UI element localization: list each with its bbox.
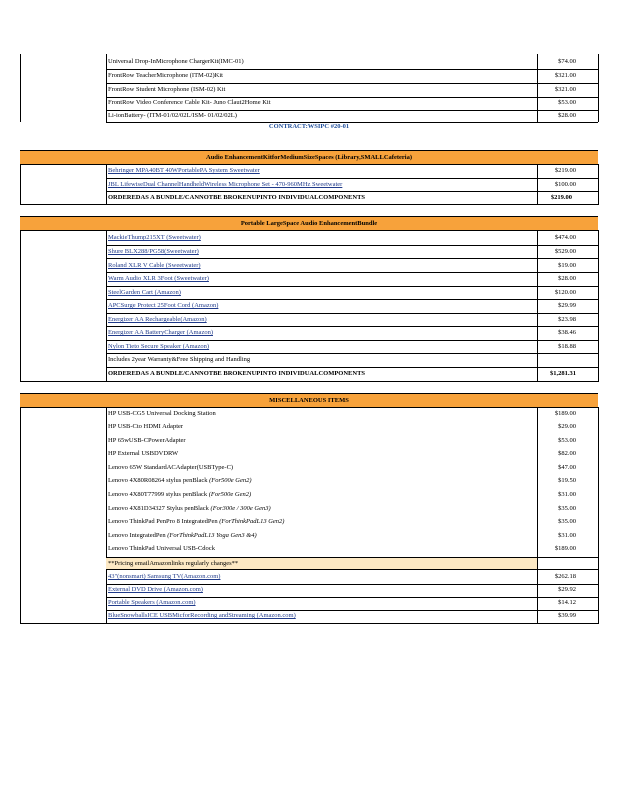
item-description: FrontRow Student Microphone (ISM-02) Kit [108, 86, 226, 93]
item-link[interactable]: Roland XLR V Cable (Sweetwater) [108, 262, 201, 269]
item-link[interactable]: MackieThump215XT (Sweetwater) [108, 234, 201, 241]
table-row [0, 354, 618, 366]
table-row [0, 435, 618, 447]
table-row [0, 327, 618, 339]
item-price: $82.00 [558, 450, 576, 457]
item-price: $35.00 [558, 505, 576, 512]
item-description: Lenovo ThinkPad Universal USB-Cdock [108, 545, 215, 552]
table-row [0, 273, 618, 285]
item-price: $321.00 [554, 86, 576, 93]
item-price: $53.00 [558, 437, 576, 444]
item-link[interactable]: Shure BLX288/PG58(Sweetwater) [108, 248, 199, 255]
table-row [0, 232, 618, 244]
table-row [0, 287, 618, 299]
item-link[interactable]: Behringer MPA40BT 40WPortablePA System Sweetwater [108, 167, 260, 174]
table-row [0, 56, 618, 68]
table-row [0, 246, 618, 258]
compatibility-note: (For300e / 300e Gen3) [210, 505, 271, 512]
item-price: $262.18 [554, 573, 576, 580]
item-link[interactable]: Energizer AA BatteryCharger (Amazon) [108, 329, 213, 336]
bundle-note: ORDEREDAS A BUNDLE/CANNOTBE BROKENUPINTO INDIVIDUALCOMPONENTS [108, 194, 366, 201]
bundle-footer-row [0, 192, 618, 204]
bundle-note: ORDEREDAS A BUNDLE/CANNOTBE BROKENUPINTO INDIVIDUALCOMPONENTS [108, 370, 366, 377]
item-link[interactable]: APCSurge Protect 25Foot Cord (Amazon) [108, 302, 219, 309]
item-description: Lenovo ThinkPad PenPro 8 IntegratedPen (ForThinkPadL13 Gen2) [108, 518, 285, 525]
table-row [0, 84, 618, 96]
table-row [0, 558, 618, 569]
item-description: Universal Drop-InMicrophone ChargerKit(IMC-01) [108, 58, 244, 65]
item-price: $19.00 [558, 262, 576, 269]
section-bottom-border [20, 381, 599, 382]
item-price: $189.00 [554, 410, 576, 417]
table-row [0, 341, 618, 353]
pricing-note: **Pricing emailAmazonlinks regularly changes** [108, 560, 239, 567]
item-price: $39.99 [558, 612, 576, 619]
item-price: $29.00 [558, 423, 576, 430]
item-description: Lenovo 4X81D34327 Stylus penBlack (For300e / 300e Gen3) [108, 505, 271, 512]
table-row [0, 70, 618, 82]
table-row [0, 421, 618, 433]
item-price: $219.00 [554, 167, 576, 174]
item-link[interactable]: JBL LifewiseDual ChannelHandheldWireless Microphone Set - 470-960MHz Sweetwater [108, 181, 343, 188]
item-price: $29.92 [558, 586, 576, 593]
row-divider [106, 258, 598, 259]
item-price: $28.00 [558, 112, 576, 119]
bundle-footer-row [0, 368, 618, 380]
item-link[interactable]: Portable Speakers (Amazon.com) [108, 599, 196, 606]
table-row [0, 179, 618, 191]
item-price: $120.00 [554, 289, 576, 296]
table-row [0, 110, 618, 122]
table-row [0, 597, 618, 609]
table-row [0, 584, 618, 596]
compatibility-note: (ForThinkPadL13 Gen2) [219, 518, 285, 525]
table-row [0, 530, 618, 542]
item-price: $29.99 [558, 302, 576, 309]
item-description: Lenovo 4X80R08264 stylus penBlack (For500e Gen2) [108, 477, 252, 484]
item-price: $35.00 [558, 518, 576, 525]
item-link[interactable]: Warm Audio XLR 3Foot (Sweetwater) [108, 275, 209, 282]
table-row [0, 516, 618, 528]
item-link[interactable]: 43"(nonsmart) Samsung TV(Amazon.com) [108, 573, 221, 580]
section-header-audio: Audio EnhancementKitforMediumSizeSpaces (Library,SMALLCafeteria) [20, 150, 598, 165]
section-bottom-border [20, 623, 599, 624]
item-description: Lenovo 4X80T77999 stylus penBlack (For500e Gen2) [108, 491, 252, 498]
item-price: $47.00 [558, 464, 576, 471]
table-row [0, 314, 618, 326]
item-price: $19.50 [558, 477, 576, 484]
table-row [0, 503, 618, 515]
table-row [0, 462, 618, 474]
item-description: FrontRow Video Conference Cable Kit- Juno Claut2Home Kit [108, 99, 271, 106]
section-header-misc: MISCELLANEOUS ITEMS [20, 393, 598, 408]
table-row [0, 97, 618, 109]
item-price: $14.12 [558, 599, 576, 606]
item-description: HP USB-Cto HDMI Adapter [108, 423, 184, 430]
item-link[interactable]: External DVD Drive (Amazon.com) [108, 586, 203, 593]
item-description: Includes 2year Warranty&Free Shipping and Handling [108, 356, 251, 363]
item-description: Lenovo 65W StandardACAdapter(USBType-C) [108, 464, 234, 471]
item-price: $189.00 [554, 545, 576, 552]
section-header-portable: Portable LargeSpace Audio EnhancementBundle [20, 216, 598, 231]
table-row [0, 260, 618, 272]
compatibility-note: (For500e Gen2) [208, 491, 252, 498]
item-price: $100.00 [554, 181, 576, 188]
bundle-total: $1,281.31 [550, 370, 576, 377]
item-price: $474.00 [554, 234, 576, 241]
table-row [0, 408, 618, 420]
item-description: Lenovo IntegratedPen (ForThinkPadL13 Yoga Gen3 &4) [108, 532, 257, 539]
table-row [0, 610, 618, 622]
item-price: $53.00 [558, 99, 576, 106]
table-row [0, 165, 618, 177]
item-price: $28.00 [558, 275, 576, 282]
item-description: HP External USBDVDRW [108, 450, 179, 457]
item-price: $74.00 [558, 58, 576, 65]
table-row [0, 571, 618, 583]
item-link[interactable]: SteelGarden Cart (Amazon) [108, 289, 181, 296]
item-link[interactable]: Nylon Tieto Secure Speaker (Amazon) [108, 343, 210, 350]
compatibility-note: (For500e Gen2) [209, 477, 252, 484]
item-price: $38.46 [558, 329, 576, 336]
item-description: HP USB-CG5 Universal Docking Station [108, 410, 216, 417]
item-price: $31.00 [558, 532, 576, 539]
row-divider [106, 569, 598, 570]
item-link[interactable]: BlueSnowballsICE USBMicforRecording andStreaming (Amazon.com) [108, 612, 296, 619]
item-price: $31.00 [558, 491, 576, 498]
item-description: HP 65wUSB-CPowerAdapter [108, 437, 186, 444]
contract-label: CONTRACT:WSIPC #20-01 [268, 123, 350, 130]
item-price: $529.00 [554, 248, 576, 255]
item-description: FrontRow TeacherMicrophone (ITM-02)Kit [108, 72, 223, 79]
table-row [0, 489, 618, 501]
item-price: $23.98 [558, 316, 576, 323]
item-link[interactable]: Energizer AA Rechargeable(Amazon) [108, 316, 207, 323]
compatibility-note: (ForThinkPadL13 Yoga Gen3 &4) [167, 532, 257, 539]
item-price: $321.00 [554, 72, 576, 79]
bundle-total: $219.00 [550, 194, 572, 201]
table-row [0, 475, 618, 487]
item-description: Li-ionBattery- (ITM-01/02/02L/ISM- 01/02/02L) [108, 112, 237, 119]
section-bottom-border [20, 204, 599, 205]
item-price: $18.88 [558, 343, 576, 350]
table-row [0, 300, 618, 312]
table-row [0, 543, 618, 555]
table-row [0, 448, 618, 460]
